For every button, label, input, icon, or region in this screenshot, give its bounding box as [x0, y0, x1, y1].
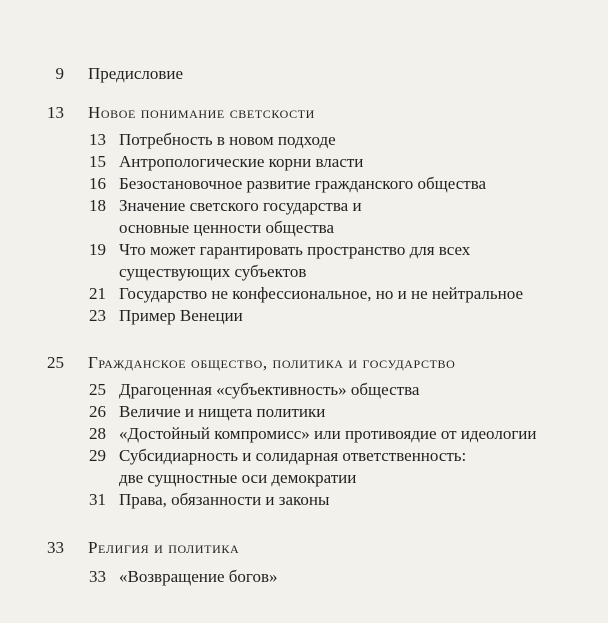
- toc-item: [0, 128, 608, 152]
- toc-chapter-title: Гражданское общество, политика и государство: [88, 353, 456, 372]
- toc-chapter-preface: [0, 62, 608, 86]
- toc-page-number: 33: [89, 567, 106, 586]
- toc-page-number: 25: [47, 353, 64, 372]
- toc-item-title: две сущностные оси демократии: [119, 468, 357, 487]
- toc-page-number: 33: [47, 538, 64, 557]
- toc-item-title: Что может гарантировать пространство для всех: [119, 240, 471, 259]
- toc-chapter-title: Предисловие: [88, 64, 184, 83]
- toc-item-title: Безостановочное развитие гражданского общества: [119, 174, 487, 193]
- toc-item: [0, 282, 608, 306]
- toc-item-title: «Возвращение богов»: [119, 567, 278, 586]
- toc-item-title: Драгоценная «субъективность» общества: [119, 380, 420, 399]
- toc-page-number: 31: [89, 490, 106, 509]
- toc-item-title: Значение светского государства и: [119, 196, 362, 215]
- toc-chapter-title: Религия и политика: [88, 538, 240, 557]
- toc-chapter-new-secularity: [0, 101, 608, 125]
- toc-item: [0, 172, 608, 196]
- toc-item: [0, 444, 608, 468]
- toc-item-title: Пример Венеции: [119, 306, 243, 325]
- toc-item-title: Государство не конфессиональное, но и не нейтральное: [119, 284, 524, 303]
- toc-chapter-religion-politics: [0, 536, 608, 560]
- toc-item-title: Потребность в новом подходе: [119, 130, 336, 149]
- toc-page-number: 23: [89, 306, 106, 325]
- toc-page-number: 28: [89, 424, 106, 443]
- toc-item-title: Права, обязанности и законы: [119, 490, 330, 509]
- toc-item-title: Величие и нищета политики: [119, 402, 326, 421]
- toc-page-number: 26: [89, 402, 106, 421]
- toc-item: [0, 488, 608, 512]
- toc-page-number: 19: [89, 240, 106, 259]
- toc-item-title: Субсидиарность и солидарная ответственность:: [119, 446, 467, 465]
- toc-item-continuation: [0, 260, 608, 284]
- toc-chapter-title: Новое понимание светскости: [88, 103, 315, 122]
- toc-item: [0, 400, 608, 424]
- toc-item-title: основные ценности общества: [119, 218, 335, 237]
- toc-page-number: 29: [89, 446, 106, 465]
- toc-page-number: 13: [47, 103, 64, 122]
- toc-item: [0, 565, 608, 589]
- toc-item: [0, 378, 608, 402]
- toc-item: [0, 238, 608, 262]
- toc-item-title: Антропологические корни власти: [119, 152, 364, 171]
- toc-item-title: существующих субъектов: [119, 262, 307, 281]
- toc-page-number: 25: [89, 380, 106, 399]
- toc-item: [0, 304, 608, 328]
- toc-item: [0, 150, 608, 174]
- toc-item-continuation: [0, 216, 608, 240]
- toc-page-number: 21: [89, 284, 106, 303]
- toc-item-continuation: [0, 466, 608, 490]
- toc-page-number: 16: [89, 174, 106, 193]
- toc-chapter-civil-society: [0, 351, 608, 375]
- toc-item: [0, 194, 608, 218]
- toc-item: [0, 422, 608, 446]
- toc-page-number: 18: [89, 196, 106, 215]
- toc-page-number: 9: [55, 64, 64, 83]
- toc-page-number: 15: [89, 152, 106, 171]
- toc-item-title: «Достойный компромисс» или противоядие от идеологии: [119, 424, 537, 443]
- toc-page-number: 13: [89, 130, 106, 149]
